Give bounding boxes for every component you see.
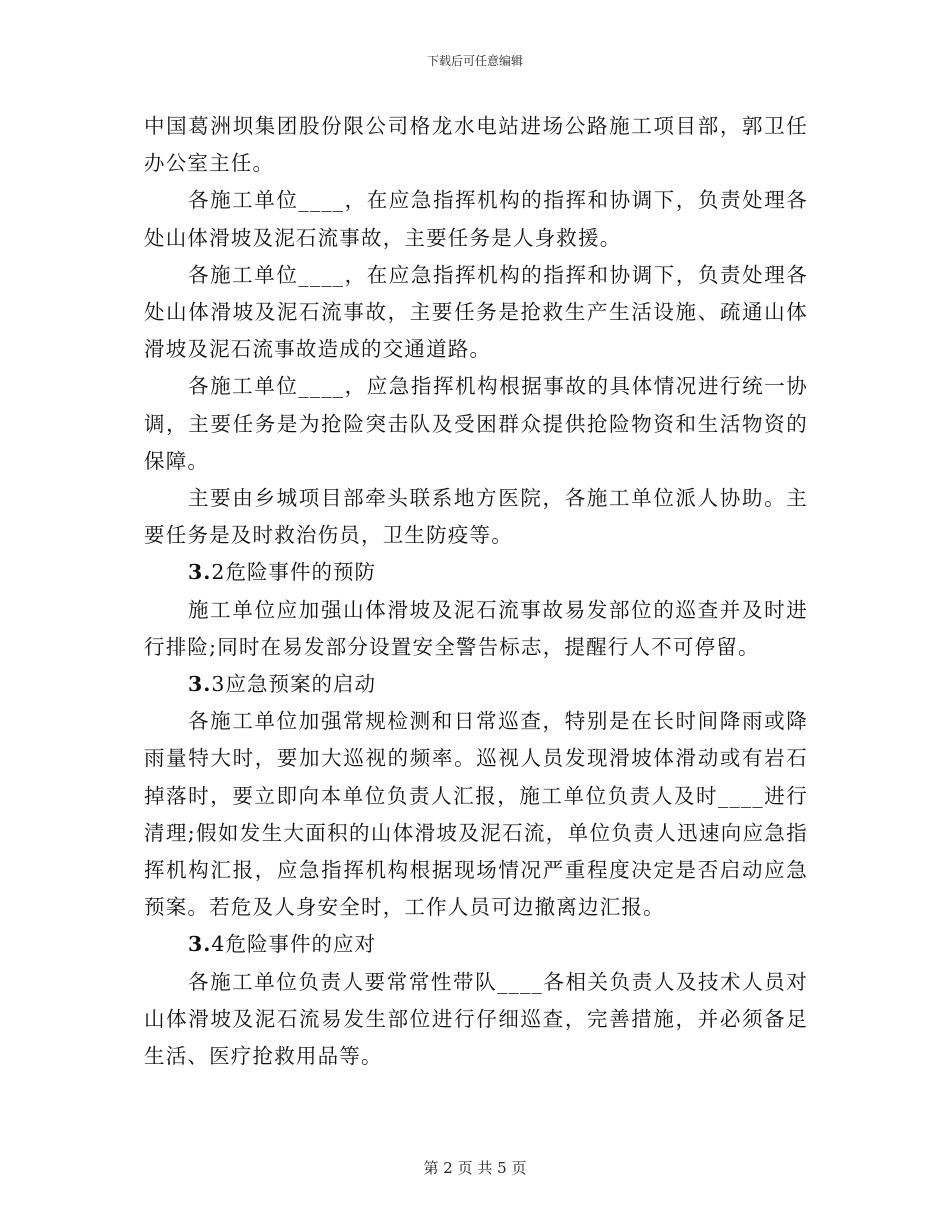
paragraph-supply-team: 各施工单位____，应急指挥机构根据事故的具体情况进行统一协调，主要任务是为抢险突击队及受困群众提供抢险物资和生活物资的保障。	[144, 374, 808, 473]
section-heading-3-4	[144, 926, 808, 963]
paragraph-prevention: 施工单位应加强山体滑坡及泥石流事故易发部位的巡查并及时进行排险;同时在易发部分设置安全警告标志，提醒行人不可停留。	[144, 597, 808, 659]
section-heading-3-3	[144, 666, 808, 703]
page-header: 下载后可任意编辑	[426, 54, 523, 68]
paragraph-medical-team: 主要由乡城项目部牵头联系地方医院，各施工单位派人协助。主要任务是及时救治伤员，卫生防疫等。	[144, 486, 808, 548]
section-title: 2危险事件的预防	[211, 560, 376, 585]
paragraph-response: 各施工单位负责人要常常性带队____各相关负责人及技术人员对山体滑坡及泥石流易发生部位进行仔细巡查，完善措施，并必须备足生活、医疗抢救用品等。	[144, 969, 808, 1069]
section-title: 4危险事件的应对	[211, 932, 376, 957]
section-number: 3.	[188, 672, 212, 697]
document-body	[144, 108, 808, 1075]
page-footer: 第 2 页 共 5 页	[423, 1159, 527, 1177]
section-number: 3.	[188, 560, 212, 585]
section-number: 3.	[188, 932, 212, 957]
section-title: 3应急预案的启动	[211, 672, 376, 697]
paragraph-activation: 各施工单位加强常规检测和日常巡查，特别是在长时间降雨或降雨量特大时，要加大巡视的频率。巡视人员发现滑坡体滑动或有岩石掉落时，要立即向本单位负责人汇报，施工单位负责人及时____进行清理;假如发生大面积的山体滑坡及泥石流，单位负责人迅速向应急指挥机构汇报，应急指挥机构根据现场情况严重程度决定是否启动应急预案。若危及人身安全时，工作人员可边撤离边汇报。	[144, 709, 808, 920]
section-heading-3-2	[144, 554, 808, 591]
paragraph-rescue-team: 各施工单位____，在应急指挥机构的指挥和协调下，负责处理各处山体滑坡及泥石流事故，主要任务是人身救援。	[144, 188, 808, 250]
paragraph-office-director: 中国葛洲坝集团股份限公司格龙水电站进场公路施工项目部，郭卫任办公室主任。	[144, 114, 808, 176]
paragraph-repair-team: 各施工单位____，在应急指挥机构的指挥和协调下，负责处理各处山体滑坡及泥石流事故，主要任务是抢救生产生活设施、疏通山体滑坡及泥石流事故造成的交通道路。	[144, 262, 808, 362]
